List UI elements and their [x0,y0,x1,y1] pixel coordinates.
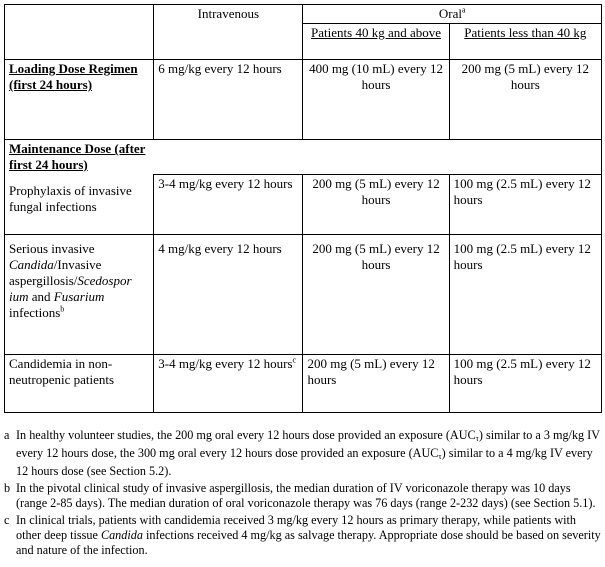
indication-prophylaxis-cell [5,175,154,235]
indication-serious-invasive-cell [5,235,154,355]
candidemia-iv-footnote-mark: c [292,355,297,365]
header-intravenous [154,5,303,60]
footnote-text-part: infections received 4 mg/kg as salvage therapy. Appropriate dose should be based on severity and nature of the infection. [16,528,601,557]
dosing-table [4,4,602,413]
table-row [5,355,602,413]
header-oral-under-40-text: Patients less than 40 kg [464,25,587,40]
prophylaxis-iv-cell [154,175,303,235]
table-row [5,235,602,355]
indication-candidemia: Candidemia in non-neutropenic patients [9,356,115,387]
indication-candidemia-cell [5,355,154,413]
indication-text-part: Serious invasive [9,241,95,256]
footnote-key: a [4,428,10,442]
loading-dose-oral-under-40: 200 mg (5 mL) every 12 hours [461,61,590,92]
serious-invasive-oral-under-40-cell [449,235,601,355]
footnote-text-part: In clinical trials, patients with candidemia received 3 mg/kg every 12 hours as primary therapy, while patients with other deep tissue [16,513,577,542]
indication-text-italic: Scedospor ium [9,273,132,304]
table-row [5,175,602,235]
footnote-subscript: τ [475,434,479,443]
header-oral [303,5,602,24]
loading-dose-oral-40-plus-cell [303,60,449,140]
header-intravenous-text: Intravenous [197,6,260,21]
maintenance-dose-label: Maintenance Dose (after first 24 hours) [9,141,146,172]
indication-text-italic: Candida [9,257,54,272]
footnote-b [4,481,602,511]
candidemia-iv: 3-4 mg/kg every 12 hours [158,356,293,371]
maintenance-dose-label-cell [5,140,602,175]
loading-dose-iv-cell [154,60,303,140]
serious-invasive-iv-cell [154,235,303,355]
indication-text-italic: Fusarium [53,289,105,304]
footnote-a [4,428,602,479]
footnote-key: c [4,513,10,527]
table-header-row [5,5,602,24]
loading-dose-row [5,60,602,140]
loading-dose-label-cell [5,60,154,140]
loading-dose-label: Loading Dose Regimen (first 24 hours) [9,61,138,92]
prophylaxis-oral-under-40-cell [449,175,601,235]
header-oral-text: Oral [438,6,462,21]
serious-invasive-iv: 4 mg/kg every 12 hours [158,241,282,256]
indication-serious-invasive [9,241,132,320]
indication-prophylaxis: Prophylaxis of invasive fungal infections [9,182,132,214]
header-empty-cell [5,5,154,60]
loading-dose-iv: 6 mg/kg every 12 hours [158,61,282,76]
footnote-text-part: ) similar to a 3 mg/kg IV every 12 hours dose, the 300 mg oral every 12 hours dose provided an exposure (AUC [16,428,600,460]
candidemia-oral-40-plus: 200 mg (5 mL) every 12 hours [307,356,435,387]
candidemia-oral-under-40-cell [449,355,601,413]
footnote-subscript: τ [438,452,442,461]
candidemia-iv-cell [154,355,303,413]
prophylaxis-oral-under-40: 100 mg (2.5 mL) every 12 hours [453,176,591,207]
indication-text-part: infections [9,305,61,320]
footnote-text-italic: Candida [100,528,143,542]
candidemia-oral-under-40: 100 mg (2.5 mL) every 12 hours [453,356,591,387]
loading-dose-oral-under-40-cell [449,60,601,140]
header-oral-footnote-mark: a [462,5,466,15]
footnote-text: In the pivotal clinical study of invasive aspergillosis, the median duration of IV voriconazole therapy was 10 days (range 2-85 days). The median duration of oral voriconazole therapy was 76 days (range 2-232 days) (see Section 5.1). [16,481,596,510]
candidemia-oral-40-plus-cell [303,355,449,413]
indication-text-part: /Invasive aspergillosis/ [9,257,102,288]
maintenance-dose-row [5,140,602,175]
footnote-c [4,513,602,558]
footnote-text [16,428,602,479]
header-oral-under-40 [449,24,601,60]
footnote-text-part: ) similar to a 4 mg/kg IV every 12 hours dose (see Section 5.2). [16,446,593,478]
indication-text-part: and [28,289,54,304]
header-oral-40-plus [303,24,449,60]
serious-invasive-oral-40-plus-cell [303,235,449,355]
header-oral-40-plus-text: Patients 40 kg and above [311,25,442,40]
footnotes [4,428,602,560]
footnote-text [16,513,602,558]
serious-invasive-oral-under-40: 100 mg (2.5 mL) every 12 hours [453,241,591,272]
loading-dose-oral-40-plus: 400 mg (10 mL) every 12 hours [309,61,444,92]
footnote-text-part: In healthy volunteer studies, the 200 mg oral every 12 hours dose provided an exposure (AUC [16,428,476,442]
indication-footnote-mark: b [60,304,65,314]
prophylaxis-iv: 3-4 mg/kg every 12 hours [158,176,293,191]
prophylaxis-oral-40-plus: 200 mg (5 mL) every 12 hours [312,176,440,207]
prophylaxis-oral-40-plus-cell [303,175,449,235]
footnote-key: b [4,481,11,495]
serious-invasive-oral-40-plus: 200 mg (5 mL) every 12 hours [312,241,440,272]
